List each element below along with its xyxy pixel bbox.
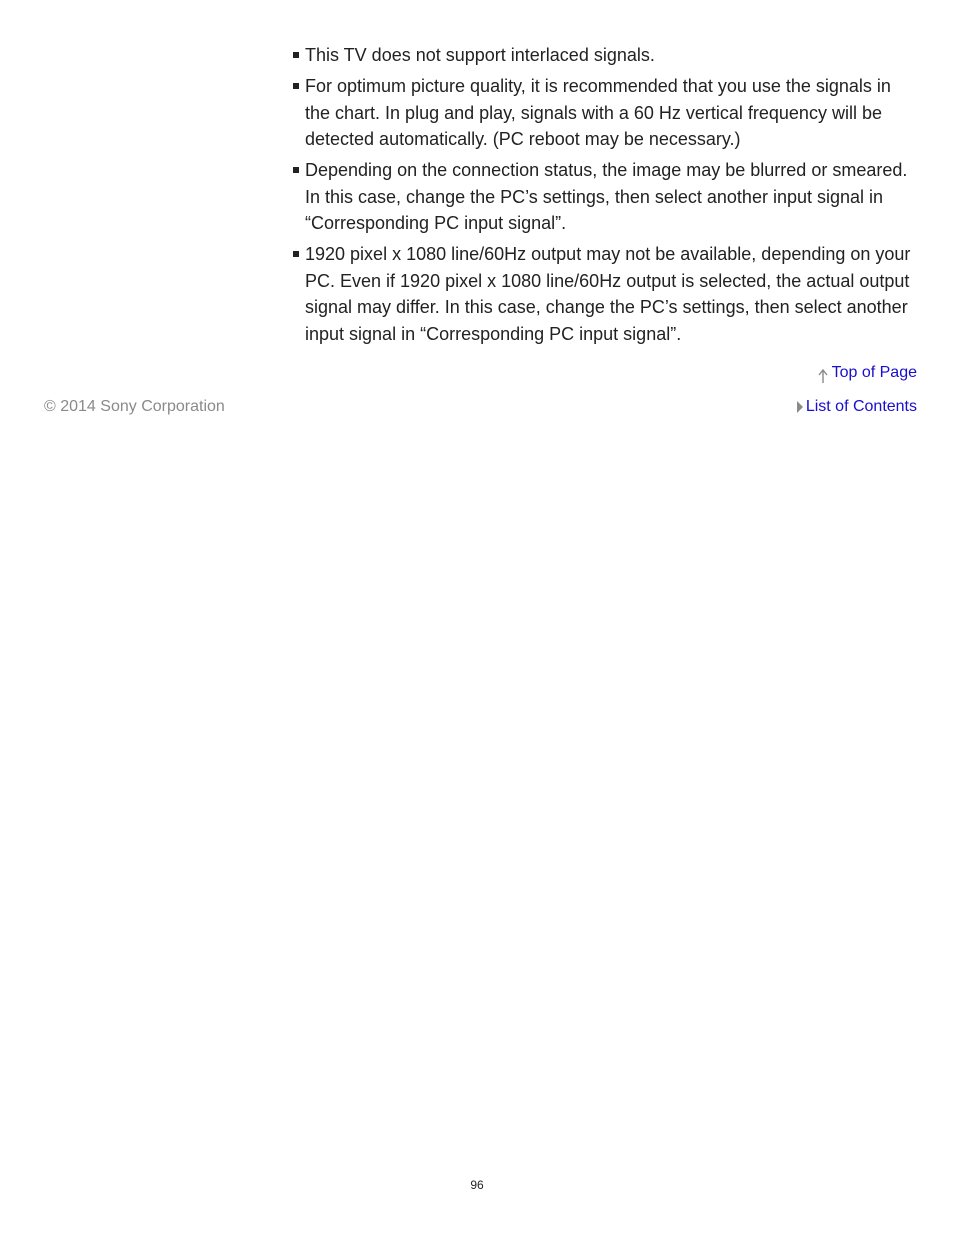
notes-list [293,42,918,352]
note-text: This TV does not support interlaced signals. [305,45,655,65]
bullet-icon [293,83,299,89]
top-of-page-label: Top of Page [831,364,917,381]
copyright-text: © 2014 Sony Corporation [44,398,225,415]
top-of-page-link[interactable] [817,362,917,384]
note-text: 1920 pixel x 1080 line/60Hz output may not be available, depending on your PC. Even if 1920 pixel x 1080 line/60Hz output is selected, the actual output signal may differ. In this case, change the PC’s settings, then select another input signal in “Corresponding PC input signal”. [305,244,911,344]
arrow-up-icon [817,368,829,384]
bullet-icon [293,52,299,58]
list-of-contents-link[interactable] [797,397,917,417]
note-text: Depending on the connection status, the image may be blurred or smeared. In this case, change the PC’s settings, then select another input signal in “Corresponding PC input signal”. [305,160,908,233]
bullet-icon [293,167,299,173]
note-item [293,73,918,153]
bullet-icon [293,251,299,257]
list-of-contents-label: List of Contents [805,398,917,415]
note-text: For optimum picture quality, it is recommended that you use the signals in the chart. In plug and play, signals with a 60 Hz vertical frequency will be detected automatically. (PC reboot may be necessary.) [305,76,891,149]
triangle-right-icon [797,401,803,413]
note-item [293,241,918,347]
note-item [293,42,918,69]
note-item [293,157,918,237]
page-number: 96 [470,1178,484,1192]
